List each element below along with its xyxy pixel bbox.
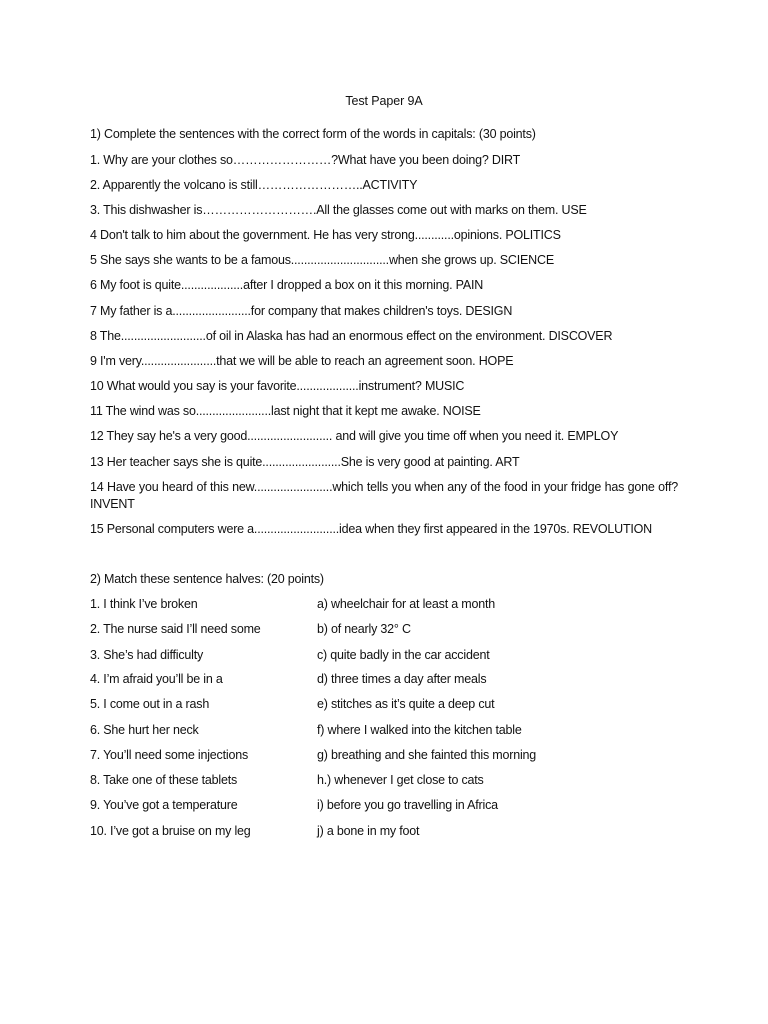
page-title: Test Paper 9A <box>345 94 423 108</box>
match-right-g: g) breathing and she fainted this morning <box>317 748 537 762</box>
match-right-i: i) before you go travelling in Africa <box>317 798 498 812</box>
match-left-10: 10. I’ve got a bruise on my leg <box>90 824 251 838</box>
match-right-f: f) where I walked into the kitchen table <box>317 723 522 737</box>
match-left-2: 2. The nurse said I’ll need some <box>90 622 261 636</box>
match-right-a: a) wheelchair for at least a month <box>317 597 496 611</box>
exercise1-item-11: 11 The wind was so.......................last night that it kept me awake. NOISE <box>90 404 481 418</box>
exercise1-item-13: 13 Her teacher says she is quite........................She is very good at painting. ART <box>90 455 520 469</box>
exercise1-item-15: 15 Personal computers were a..........................idea when they first appeared in the 1970s. REVOLUTION <box>90 522 653 536</box>
exercise1-item-14: 14 Have you heard of this new........................which tells you when any of the food in your fridge has gone off? INVENT <box>90 480 678 511</box>
match-right-e: e) stitches as it’s quite a deep cut <box>317 697 495 711</box>
exercise1-item-7: 7 My father is a........................for company that makes children's toys. DESIGN <box>90 304 513 318</box>
exercise1-item-6: 6 My foot is quite...................after I dropped a box on it this morning. PAIN <box>90 278 484 292</box>
match-left-1: 1. I think I’ve broken <box>90 597 198 611</box>
match-right-c: c) quite badly in the car accident <box>317 648 490 662</box>
exercise1-item-3: 3. This dishwasher is……………………….All the glasses come out with marks on them. USE <box>90 203 587 217</box>
match-right-j: j) a bone in my foot <box>317 824 420 838</box>
match-left-7: 7. You’ll need some injections <box>90 748 249 762</box>
exercise1-item-2: 2. Apparently the volcano is still……………………..ACTIVITY <box>90 178 418 192</box>
section1-heading: 1) Complete the sentences with the correct form of the words in capitals: (30 points) <box>90 127 536 141</box>
match-left-6: 6. She hurt her neck <box>90 723 199 737</box>
match-left-3: 3. She’s had difficulty <box>90 648 204 662</box>
section2-heading: 2) Match these sentence halves: (20 points) <box>90 572 324 586</box>
match-right-b: b) of nearly 32° C <box>317 622 411 636</box>
exercise1-item-4: 4 Don't talk to him about the government. He has very strong............opinions. POLITICS <box>90 228 561 242</box>
match-left-9: 9. You’ve got a temperature <box>90 798 238 812</box>
exercise1-item-12: 12 They say he's a very good.......................... and will give you time off when you need it. EMPLOY <box>90 429 619 443</box>
exercise1-item-8: 8 The..........................of oil in Alaska has had an enormous effect on the environment. DISCOVER <box>90 329 613 343</box>
exercise1-item-10: 10 What would you say is your favorite...................instrument? MUSIC <box>90 379 465 393</box>
match-left-5: 5. I come out in a rash <box>90 697 210 711</box>
match-right-d: d) three times a day after meals <box>317 672 487 686</box>
match-left-4: 4. I’m afraid you’ll be in a <box>90 672 223 686</box>
exercise1-item-5: 5 She says she wants to be a famous..............................when she grows up. SCIENCE <box>90 253 554 267</box>
match-left-8: 8. Take one of these tablets <box>90 773 238 787</box>
exercise1-item-9: 9 I'm very.......................that we will be able to reach an agreement soon. HOPE <box>90 354 514 368</box>
match-right-h: h.) whenever I get close to cats <box>317 773 484 787</box>
exercise1-item-1: 1. Why are your clothes so……………………?What have you been doing? DIRT <box>90 153 521 167</box>
